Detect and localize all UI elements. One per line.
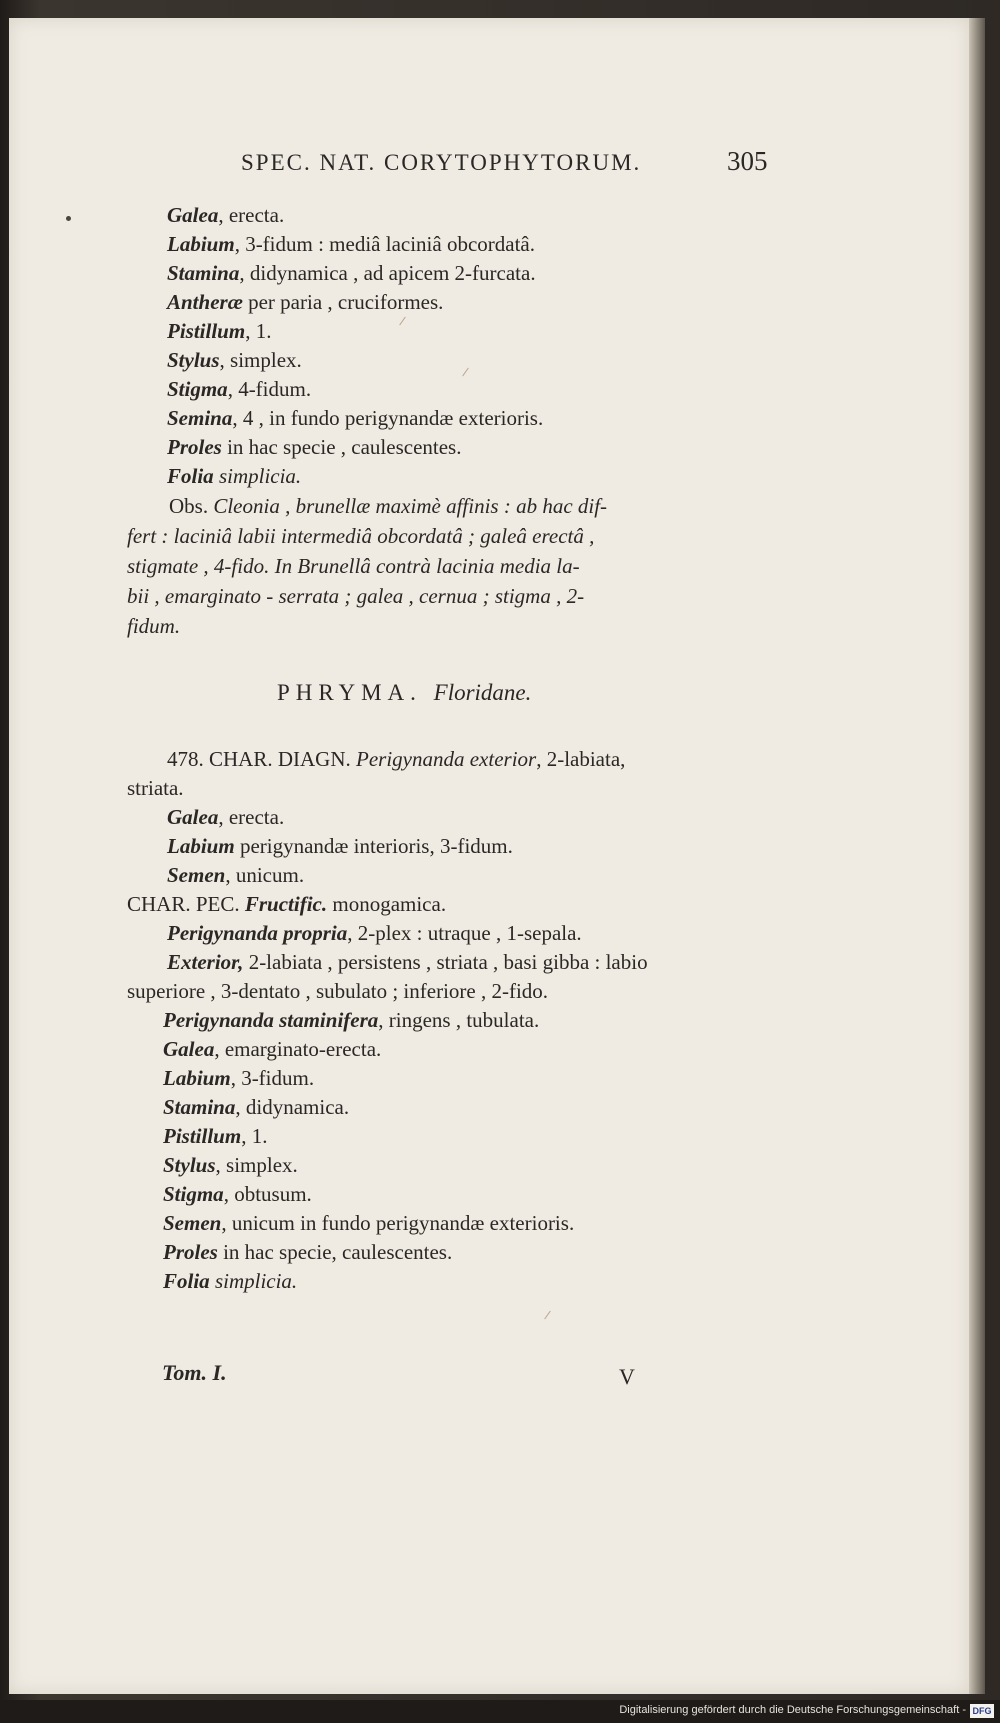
peculiar-line: Labium, 3-fidum.: [163, 1066, 315, 1090]
diagnosis-line: striata.: [127, 776, 184, 800]
observation-line: bii , emarginato - serrata ; galea , cernua ; stigma , 2-: [127, 584, 585, 608]
peculiar-line: Semen, unicum in fundo perigynandæ exterioris.: [163, 1211, 575, 1235]
peculiar-line: Galea, emarginato-erecta.: [163, 1037, 382, 1061]
diagnosis-line: Labium perigynandæ interioris, 3-fidum.: [167, 834, 513, 858]
text-line: Proles in hac specie , caulescentes.: [167, 435, 462, 459]
page-number: 305: [727, 146, 768, 176]
text-line: Stylus, simplex.: [167, 348, 302, 372]
paper-mark: [399, 317, 406, 326]
text-line: Labium, 3-fidum : mediâ laciniâ obcordatâ.: [167, 232, 535, 256]
book-page: [9, 18, 969, 1694]
signature-mark: V: [619, 1364, 635, 1389]
text-line: Stamina, didynamica , ad apicem 2-furcata.: [167, 261, 536, 285]
text-line: Antheræ per paria , cruciformes.: [167, 290, 444, 314]
text-line: Semina, 4 , in fundo perigynandæ exterioris.: [167, 406, 544, 430]
peculiar-line: Stylus, simplex.: [163, 1153, 298, 1177]
volume-mark: Tom. I.: [162, 1360, 227, 1385]
peculiar-line: Perigynanda propria, 2-plex : utraque , 1-sepala.: [167, 921, 582, 945]
observation-line: fert : laciniâ labii intermediâ obcordatâ ; galeâ erectâ ,: [127, 524, 595, 548]
peculiar-line: Proles in hac specie, caulescentes.: [163, 1240, 453, 1264]
peculiar-line: Stigma, obtusum.: [163, 1182, 312, 1206]
observation-line: Obs. Cleonia , brunellæ maximè affinis : ab hac dif-: [169, 494, 608, 518]
paper-mark: [462, 368, 469, 377]
peculiar-line: CHAR. PEC. Fructific. monogamica.: [127, 892, 447, 916]
credit-text: Digitalisierung gefördert durch die Deutsche Forschungsgemeinschaft -: [619, 1704, 966, 1716]
peculiar-line: superiore , 3-dentato , subulato ; inferiore , 2-fido.: [127, 979, 549, 1003]
peculiar-line: Exterior, 2-labiata , persistens , striata , basi gibba : labio: [167, 950, 648, 974]
running-title: SPEC. NAT. CORYTOPHYTORUM.: [241, 150, 642, 175]
genus-heading: PHRYMA. Floridane.: [277, 680, 532, 705]
observation-line: fidum.: [127, 614, 181, 638]
observation-line: stigmate , 4-fido. In Brunellâ contrà lacinia media la-: [127, 554, 580, 578]
page-edge: [969, 18, 985, 1694]
text-line: Pistillum, 1.: [167, 319, 272, 343]
diagnosis-line: Semen, unicum.: [167, 863, 305, 887]
running-header: [241, 146, 781, 176]
peculiar-line: Pistillum, 1.: [163, 1124, 268, 1148]
text-line: Folia simplicia.: [167, 464, 302, 488]
dfg-logo: DFG: [970, 1704, 994, 1718]
peculiar-line: Stamina, didynamica.: [163, 1095, 350, 1119]
paper-mark: [544, 1311, 551, 1320]
peculiar-line: Perigynanda staminifera, ringens , tubulata.: [163, 1008, 540, 1032]
diagnosis-line: Galea, erecta.: [167, 805, 285, 829]
text-line: Stigma, 4-fidum.: [167, 377, 312, 401]
margin-dot: [66, 216, 71, 221]
diagnosis-line: 478. CHAR. DIAGN. Perigynanda exterior, 2-labiata,: [167, 747, 626, 771]
text-line: Galea, erecta.: [167, 203, 285, 227]
peculiar-line: Folia simplicia.: [163, 1269, 298, 1293]
credit-bar: [0, 1700, 1000, 1723]
